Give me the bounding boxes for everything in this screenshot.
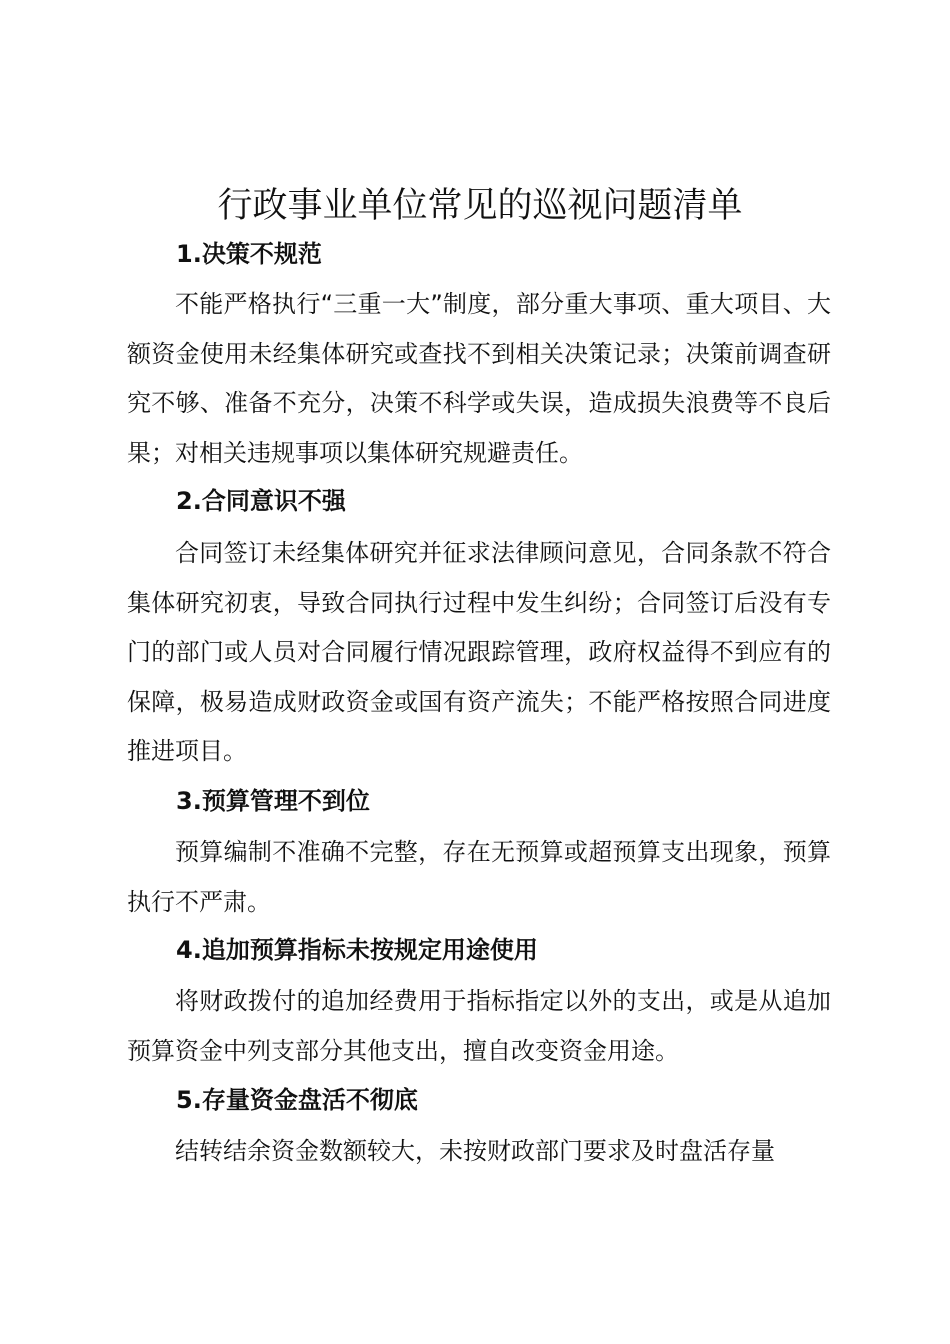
section-3-body: 预算编制不准确不完整，存在无预算或超预算支出现象，预算执行不严肃。 <box>127 838 831 916</box>
document-title: 行政事业单位常见的巡视问题清单 <box>217 186 743 226</box>
section-2-body: 合同签订未经集体研究并征求法律顾问意见，合同条款不符合集体研究初衷，导致合同执行过程中发生纠纷；合同签订后没有专门的部门或人员对合同履行情况跟踪管理，政府权益得不到应有的保障，极易造成财政资金或国有资产流失；不能严格按照合同进度推进项目。 <box>127 539 831 765</box>
section-4-body: 将财政拨付的追加经费用于指标指定以外的支出，或是从追加预算资金中列支部分其他支出，擅自改变资金用途。 <box>127 987 831 1065</box>
section-5-heading: 5.存量资金盘活不彻底 <box>176 1086 418 1114</box>
section-4-heading: 4.追加预算指标未按规定用途使用 <box>176 936 538 964</box>
section-3-heading: 3.预算管理不到位 <box>176 787 370 815</box>
section-1-heading: 1.决策不规范 <box>176 240 322 268</box>
section-5-body: 结转结余资金数额较大，未按财政部门要求及时盘活存量 <box>175 1137 775 1165</box>
section-1-body: 不能严格执行“三重一大”制度，部分重大事项、重大项目、大额资金使用未经集体研究或查找不到相关决策记录；决策前调查研究不够、准备不充分，决策不科学或失误，造成损失浪费等不良后果；对相关违规事项以集体研究规避责任。 <box>127 290 831 467</box>
section-2-heading: 2.合同意识不强 <box>176 487 346 515</box>
